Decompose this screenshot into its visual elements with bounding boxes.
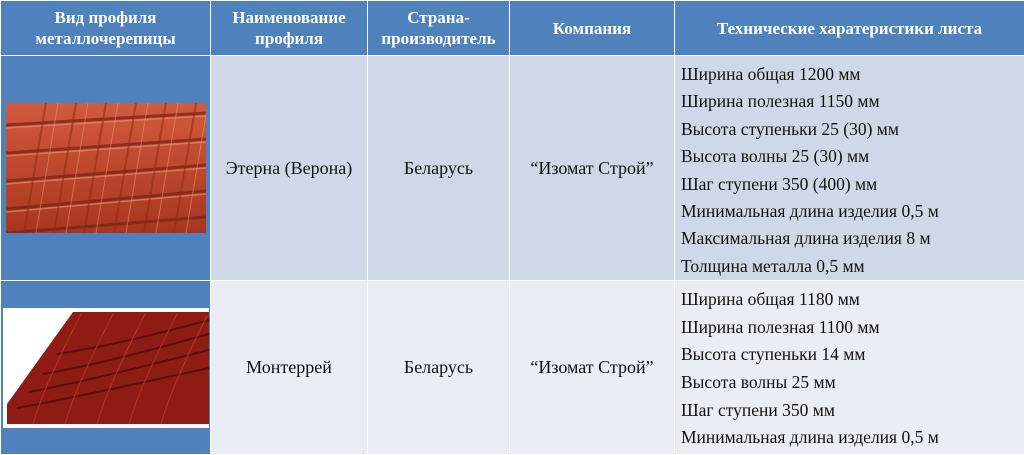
header-view-line-1: Вид профиля [1, 7, 210, 28]
profile-image-cell [1, 56, 211, 281]
spec-wave-height: Высота волны 25 (30) мм [681, 143, 1024, 170]
profile-country: Беларусь [368, 56, 510, 281]
spec-useful-width: Ширина полезная 1150 мм [681, 88, 1024, 115]
spec-step-pitch: Шаг ступени 350 (400) мм [681, 171, 1024, 198]
spec-total-width: Ширина общая 1180 мм [681, 286, 1024, 314]
header-company: Компания [510, 1, 675, 56]
spec-total-width: Ширина общая 1200 мм [681, 61, 1024, 88]
header-country [368, 1, 510, 56]
header-name-line-1: Наименование [211, 7, 367, 28]
spec-metal-thickness: Толщина металла 0,5 мм [681, 253, 1024, 280]
header-country-line-2: производитель [368, 28, 509, 49]
profile-specs [675, 281, 1024, 455]
profile-image-cell [1, 281, 211, 455]
header-view-line-2: металлочерепицы [1, 28, 210, 49]
spec-min-length: Минимальная длина изделия 0,5 м [681, 198, 1024, 225]
profile-company: “Изомат Строй” [510, 281, 675, 455]
header-country-line-1: Страна- [368, 7, 509, 28]
spec-min-length: Минимальная длина изделия 0,5 м [681, 424, 1024, 452]
header-row [1, 1, 1024, 56]
spec-step-height: Высота ступеньки 14 мм [681, 341, 1024, 369]
spec-step-height: Высота ступеньки 25 (30) мм [681, 116, 1024, 143]
spec-wave-height: Высота волны 25 мм [681, 369, 1024, 397]
dark-red-wave-tile-image [3, 308, 209, 428]
profile-name: Этерна (Верона) [211, 56, 368, 281]
spec-useful-width: Ширина полезная 1100 мм [681, 314, 1024, 342]
profile-specs [675, 56, 1024, 281]
profile-country: Беларусь [368, 281, 510, 455]
header-name [211, 1, 368, 56]
profile-company: “Изомат Строй” [510, 56, 675, 281]
specs-list [681, 61, 1024, 280]
table-row [1, 281, 1024, 455]
spec-step-pitch: Шаг ступени 350 мм [681, 397, 1024, 425]
header-name-line-2: профиля [211, 28, 367, 49]
specs-list [681, 286, 1024, 452]
profile-name: Монтеррей [211, 281, 368, 455]
header-view [1, 1, 211, 56]
red-brick-tile-image [6, 103, 206, 233]
header-specs: Технические харатеристики листа [675, 1, 1024, 56]
table-row [1, 56, 1024, 281]
spec-max-length: Максимальная длина изделия 8 м [681, 225, 1024, 252]
